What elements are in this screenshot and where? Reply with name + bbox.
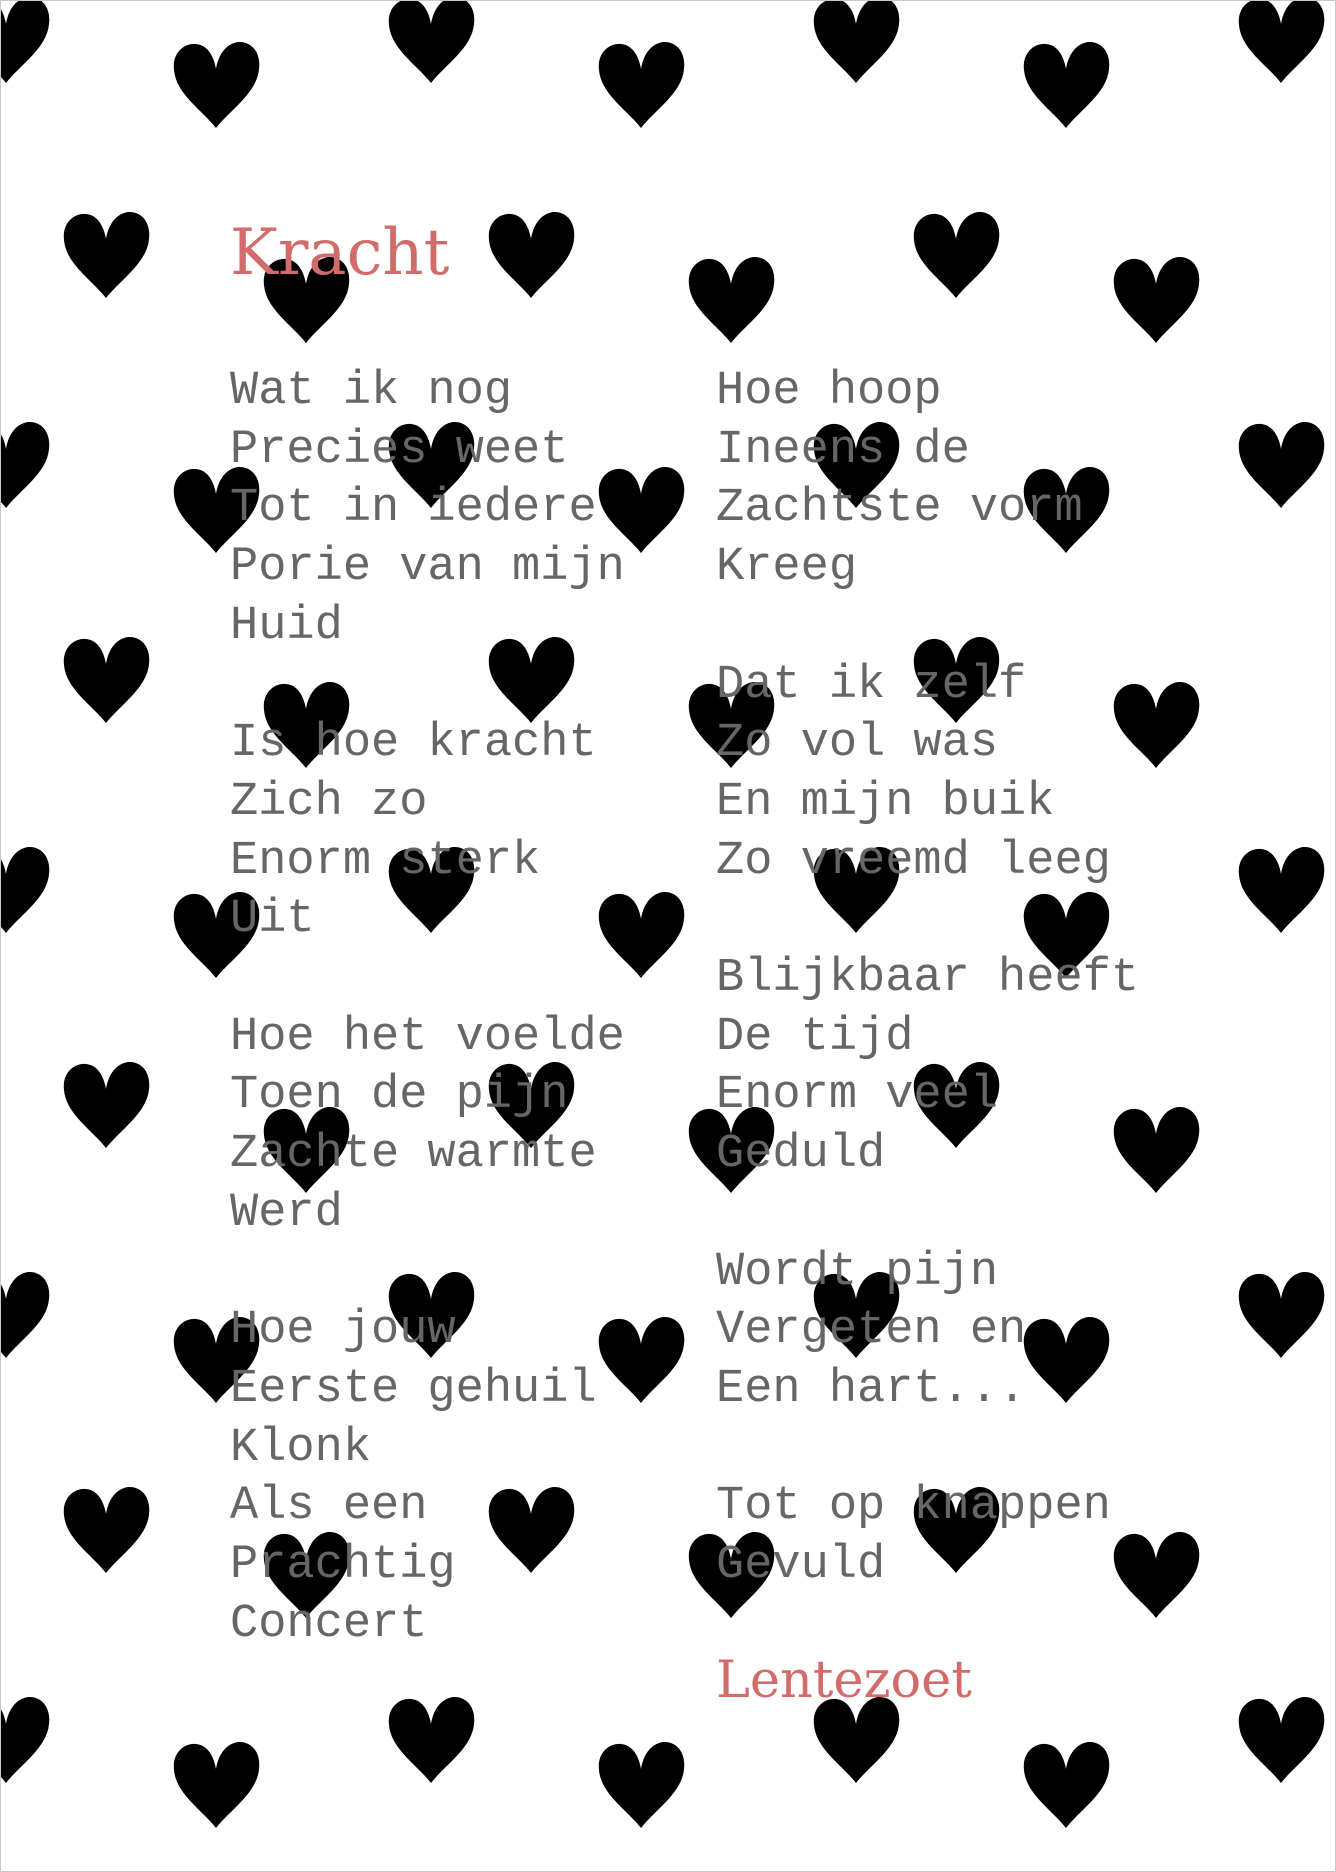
heart-outline-icon: [1024, 42, 1109, 128]
heart-outline-icon: [1239, 1, 1324, 83]
heart-outline-icon: [814, 1, 899, 83]
heart-outline-icon: [599, 42, 684, 128]
poem-line: Kreeg: [716, 541, 858, 595]
author-signature: Lentezoet: [716, 1651, 972, 1710]
poem-title: Kracht: [230, 216, 450, 290]
heart-outline-icon: [174, 1742, 259, 1828]
poem-line: Wat ik nog: [230, 365, 513, 418]
poem-line: Precies weet: [230, 423, 569, 477]
poem-stanza: [230, 1009, 625, 1244]
poem-line: Als een: [230, 1480, 428, 1534]
poem-line: Geduld: [716, 1128, 886, 1182]
poem-line: Tot in iedere: [230, 482, 597, 536]
poem-line: Eerste gehuil: [230, 1362, 597, 1416]
poem-line: Enorm sterk: [230, 834, 541, 888]
poem-line: De tijd: [716, 1010, 914, 1064]
heart-outline-icon: [1, 1697, 49, 1783]
heart-outline-icon: [914, 212, 999, 298]
poem-stanza: [716, 950, 1139, 1185]
heart-outline-icon: [689, 257, 774, 343]
heart-outline-icon: [1239, 1697, 1324, 1783]
heart-outline-icon: [1, 422, 49, 508]
heart-outline-icon: [1239, 422, 1324, 508]
poem-right-column: [716, 363, 1139, 1654]
poem-line: Blijkbaar heeft: [716, 952, 1140, 1005]
heart-outline-icon: [1239, 1272, 1324, 1358]
poem-line: Porie van mijn: [230, 541, 625, 595]
poem-line: Ineens de: [716, 423, 970, 477]
poem-stanza: [230, 1302, 625, 1654]
heart-outline-icon: [1239, 847, 1324, 933]
poem-line: Werd: [230, 1186, 343, 1240]
poem-stanza: [716, 363, 1139, 598]
heart-outline-icon: [64, 1487, 149, 1573]
poem-line: Toen de pijn: [230, 1069, 569, 1123]
poem-line: Concert: [230, 1597, 428, 1651]
poem-line: Dat ik zelf: [716, 658, 1027, 712]
poem-stanza: [716, 657, 1139, 892]
heart-outline-icon: [599, 1742, 684, 1828]
heart-outline-icon: [1024, 1742, 1109, 1828]
poem-line: Gevuld: [716, 1539, 886, 1592]
poem-line: Enorm veel: [716, 1069, 999, 1123]
poem-stanza: [230, 715, 625, 950]
poem-line: Hoe jouw: [230, 1304, 456, 1358]
heart-outline-icon: [174, 42, 259, 128]
poem-line: Klonk: [230, 1421, 372, 1475]
poem-line: Zachte warmte: [230, 1128, 597, 1182]
poem-left-column: [230, 363, 625, 1713]
poem-line: Zo vol was: [716, 717, 999, 771]
heart-outline-icon: [1114, 257, 1199, 343]
poem-line: Zich zo: [230, 775, 428, 829]
heart-outline-icon: [64, 1062, 149, 1148]
heart-outline-icon: [1, 847, 49, 933]
heart-outline-icon: [64, 637, 149, 723]
poem-stanza: [716, 1244, 1139, 1420]
poem-line: Tot op knappen: [716, 1480, 1111, 1534]
poem-line: Prachtig: [230, 1539, 456, 1593]
poem-line: Wordt pijn: [716, 1245, 999, 1299]
poem-line: Zachtste vorm: [716, 482, 1083, 536]
poem-line: Vergeten en: [716, 1304, 1027, 1358]
heart-outline-icon: [64, 212, 149, 298]
poem-line: Hoe hoop: [716, 365, 942, 418]
poem-stanza: [716, 1478, 1139, 1595]
heart-outline-icon: [389, 1, 474, 83]
poem-line: Hoe het voelde: [230, 1010, 625, 1064]
heart-outline-icon: [1, 1272, 49, 1358]
heart-outline-icon: [489, 212, 574, 298]
poem-line: En mijn buik: [716, 775, 1055, 829]
poem-stanza: [230, 363, 625, 657]
poem-line: Uit: [230, 893, 315, 947]
poem-line: Zo vreemd leeg: [716, 834, 1111, 888]
poem-line: Een hart...: [716, 1362, 1027, 1416]
poem-line: Huid: [230, 599, 343, 653]
heart-outline-icon: [1, 1, 49, 83]
poem-line: Is hoe kracht: [230, 717, 597, 771]
